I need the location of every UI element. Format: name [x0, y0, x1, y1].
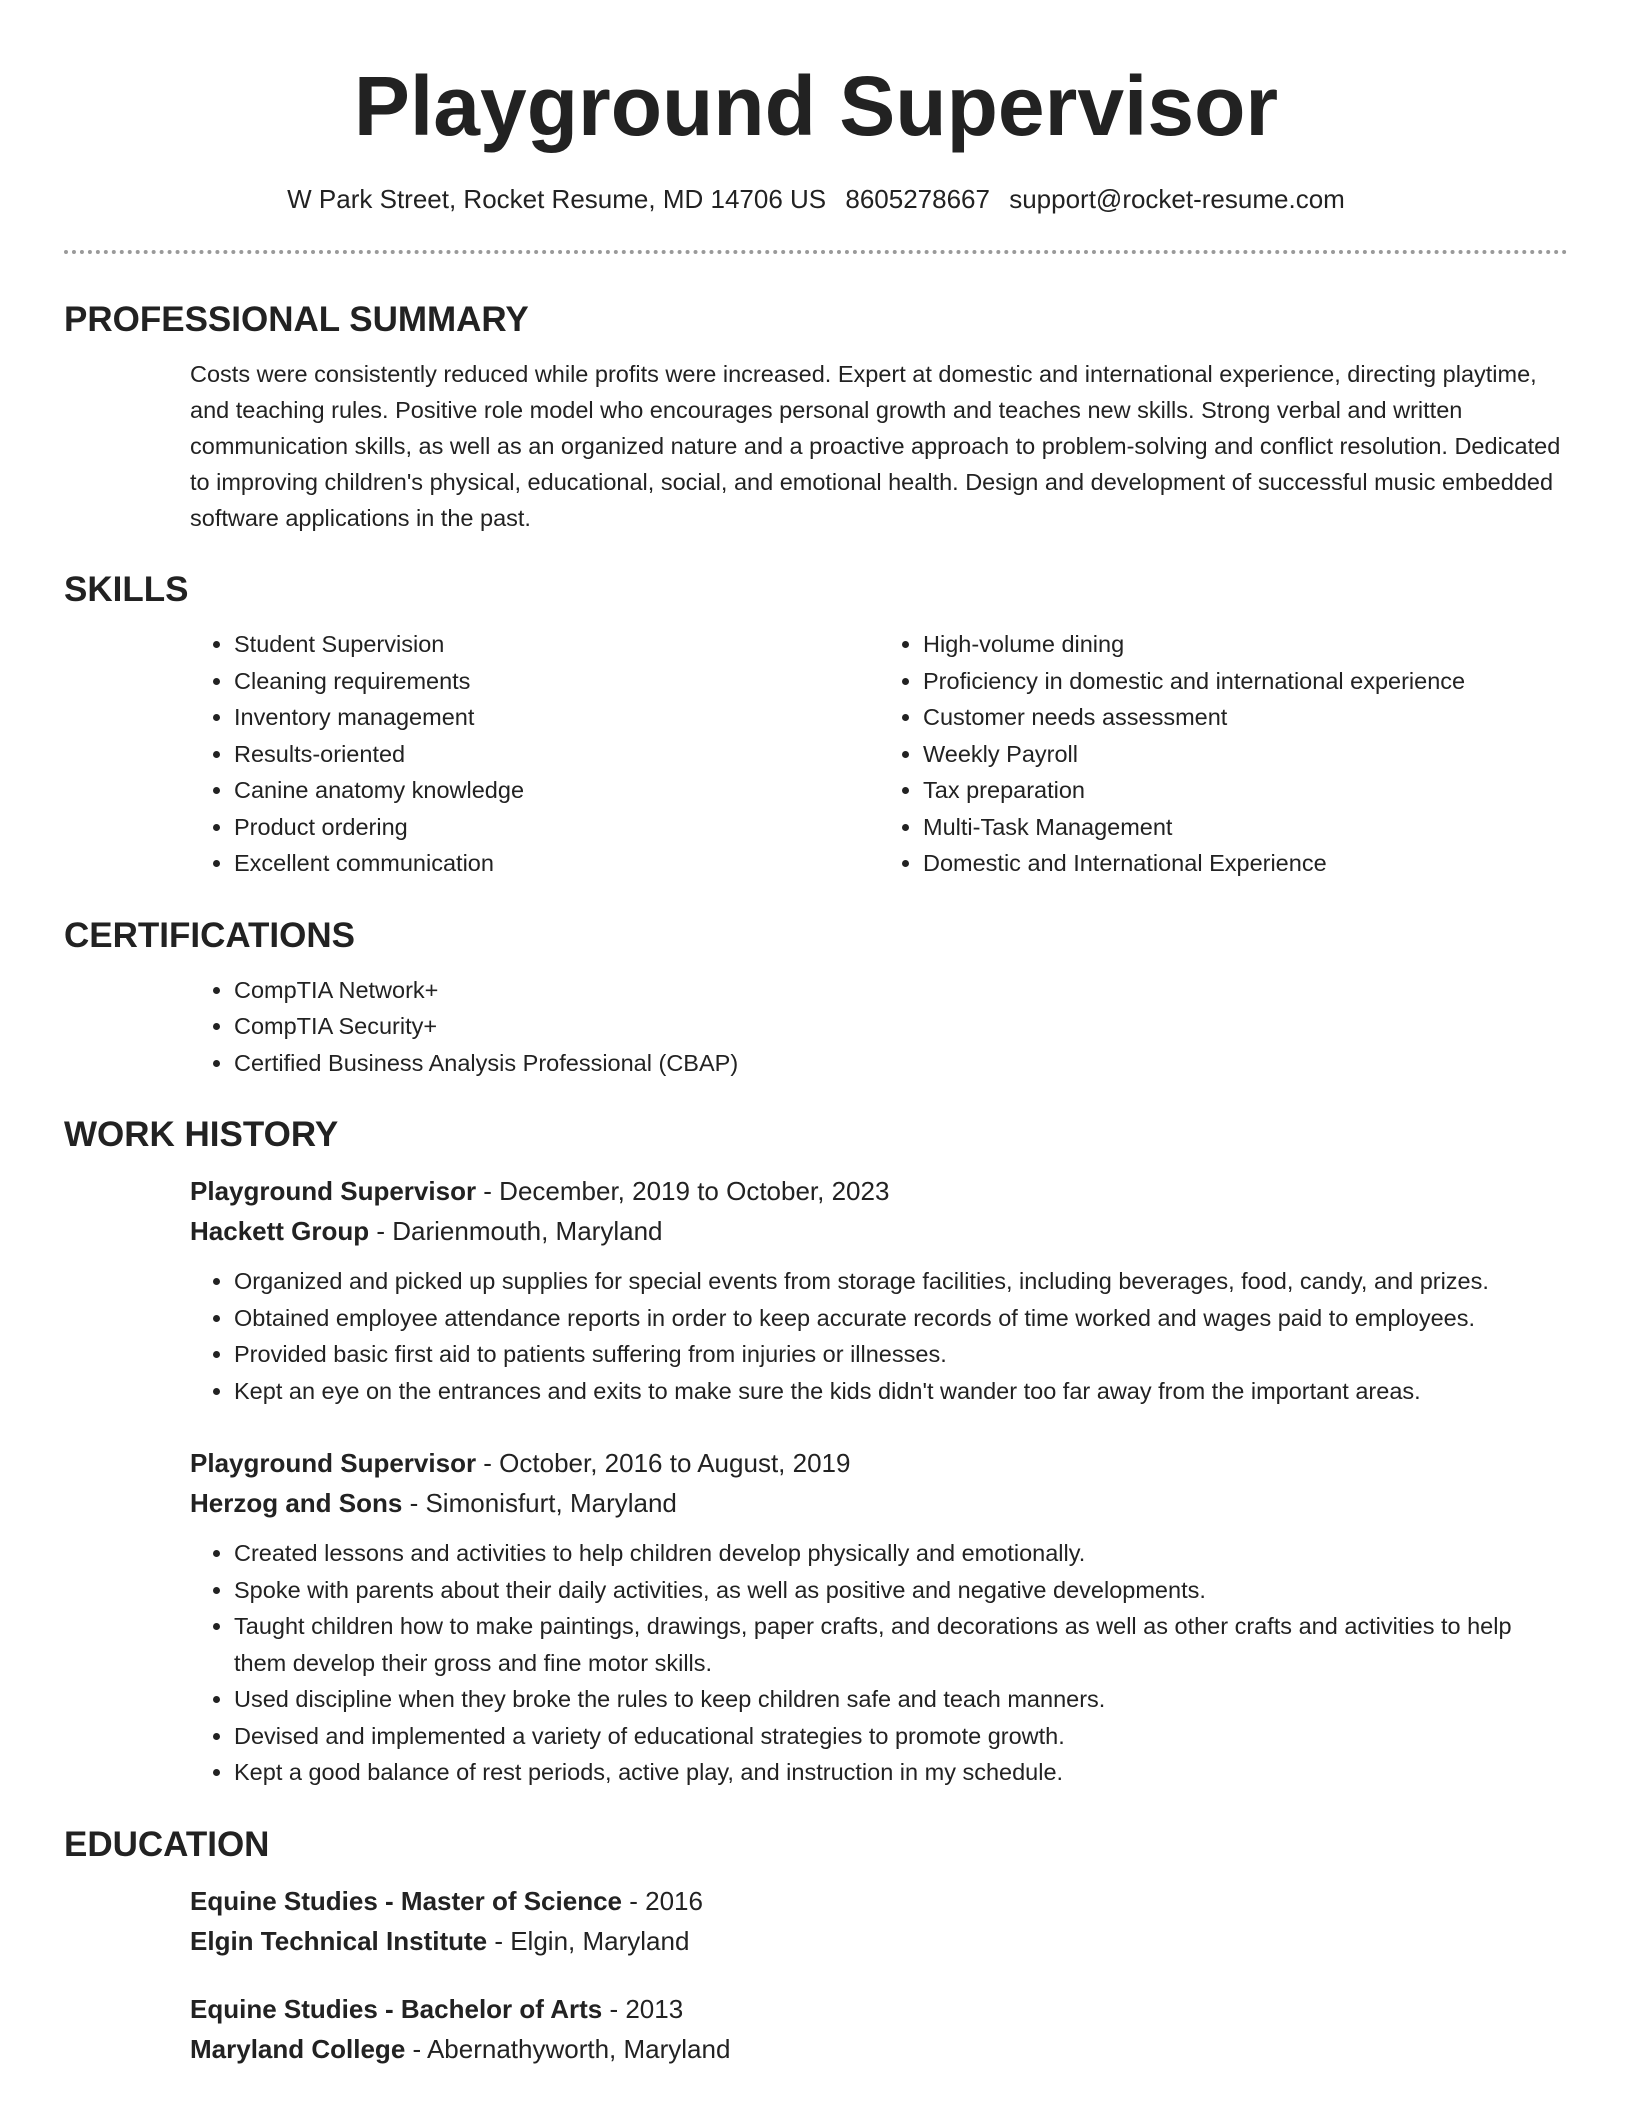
job-duties-list: [190, 1263, 1568, 1409]
job-company: Hackett Group: [190, 1216, 370, 1246]
contact-phone: 8605278667: [845, 184, 990, 214]
education-school-line: [190, 2029, 1568, 2069]
education-year: - 2013: [602, 1993, 684, 2024]
education-school: Maryland College: [190, 2033, 406, 2064]
skill-item: • Cleaning requirements: [234, 663, 879, 700]
skill-item: • Inventory management: [234, 699, 879, 736]
job-dates: - December, 2019 to October, 2023: [476, 1176, 890, 1206]
education-section: [64, 1823, 1568, 2069]
candidate-name: Playground Supervisor: [353, 59, 1279, 153]
job-company-line: [190, 1483, 1568, 1523]
skill-item: • Product ordering: [234, 809, 879, 846]
job-duty-item: • Provided basic first aid to patients suffering from injuries or illnesses.: [234, 1336, 1568, 1373]
job-duty-item: • Organized and picked up supplies for special events from storage facilities, including beverages, food, candy, and prizes.: [234, 1263, 1568, 1300]
skill-item: • High-volume dining: [923, 626, 1568, 663]
job-duty-item: • Spoke with parents about their daily activities, as well as positive and negative developments.: [234, 1572, 1568, 1609]
education-degree: Equine Studies - Master of Science: [190, 1885, 622, 1916]
job-role-line: [190, 1443, 1568, 1483]
job-location: - Simonisfurt, Maryland: [402, 1488, 677, 1518]
skill-item: • Student Supervision: [234, 626, 879, 663]
education-title: EDUCATION: [64, 1824, 270, 1864]
education-degree-line: [190, 1881, 1568, 1921]
job-location: - Darienmouth, Maryland: [369, 1216, 663, 1246]
job-duty-item: • Obtained employee attendance reports in order to keep accurate records of time worked and wages paid to employees.: [234, 1300, 1568, 1337]
job-role-line: [190, 1171, 1568, 1211]
certifications-title: CERTIFICATIONS: [64, 915, 356, 955]
work-history-title: WORK HISTORY: [64, 1115, 339, 1154]
skills-list-left: [190, 626, 879, 882]
job-duty-item: • Kept an eye on the entrances and exits to make sure the kids didn't wander too far away from the important areas.: [234, 1373, 1568, 1410]
job-company-line: [190, 1211, 1568, 1251]
skills-section: [64, 568, 1568, 882]
skills-list-right: [879, 626, 1568, 882]
job-company: Herzog and Sons: [190, 1488, 403, 1518]
summary-title: PROFESSIONAL SUMMARY: [64, 300, 529, 339]
job-duty-item: • Devised and implemented a variety of educational strategies to promote growth.: [234, 1718, 1568, 1755]
education-location: - Elgin, Maryland: [487, 1925, 690, 1956]
education-school-line: [190, 1921, 1568, 1961]
skill-item: • Canine anatomy knowledge: [234, 772, 879, 809]
education-location: - Abernathyworth, Maryland: [405, 2033, 731, 2064]
certification-item: • Certified Business Analysis Professional (CBAP): [234, 1045, 1568, 1082]
skill-item: • Multi-Task Management: [923, 809, 1568, 846]
job-entry: [190, 1443, 1568, 1791]
education-year: - 2016: [622, 1885, 703, 1916]
education-degree: Equine Studies - Bachelor of Arts: [190, 1993, 603, 2024]
job-duty-item: • Created lessons and activities to help children develop physically and emotionally.: [234, 1535, 1568, 1572]
certification-item: • CompTIA Security+: [234, 1008, 1568, 1045]
job-duty-item: • Taught children how to make paintings, drawings, paper crafts, and decorations as well as other crafts and activities to help them develop their gross and fine motor skills.: [234, 1608, 1568, 1681]
summary-text: Costs were consistently reduced while profits were increased. Expert at domestic and international experience, directing playtime, and teaching rules. Positive role model who encourages personal growth and teaches new skills. Strong verbal and written communication skills, as well as an organized nature and a proactive approach to problem-solving and conflict resolution. Dedicated to improving children's physical, educational, social, and emotional health. Design and development of successful music embedded software applications in the past.: [190, 361, 1561, 531]
skill-item: • Customer needs assessment: [923, 699, 1568, 736]
education-entry: [190, 1989, 1568, 2069]
summary-section: [64, 298, 1568, 536]
resume-header: [0, 0, 1632, 216]
job-entry: [190, 1171, 1568, 1409]
education-degree-line: [190, 1989, 1568, 2029]
job-duties-list: [190, 1535, 1568, 1791]
work-history-section: [64, 1113, 1568, 1791]
skills-grid: [190, 612, 1568, 882]
skill-item: • Proficiency in domestic and international experience: [923, 663, 1568, 700]
contact-email: support@rocket-resume.com: [1009, 184, 1345, 214]
job-dates: - October, 2016 to August, 2019: [476, 1448, 851, 1478]
certifications-section: [64, 914, 1568, 1082]
skill-item: • Results-oriented: [234, 736, 879, 773]
skill-item: • Excellent communication: [234, 845, 879, 882]
certifications-list: [190, 972, 1568, 1082]
job-role: Playground Supervisor: [190, 1448, 477, 1478]
header-divider: [64, 250, 1568, 254]
job-role: Playground Supervisor: [190, 1176, 477, 1206]
skill-item: • Tax preparation: [923, 772, 1568, 809]
certification-item: • CompTIA Network+: [234, 972, 1568, 1009]
education-school: Elgin Technical Institute: [190, 1925, 488, 1956]
skill-item: • Domestic and International Experience: [923, 845, 1568, 882]
job-duty-item: • Used discipline when they broke the rules to keep children safe and teach manners.: [234, 1681, 1568, 1718]
contact-line: [0, 182, 1632, 216]
contact-address: W Park Street, Rocket Resume, MD 14706 US: [287, 184, 827, 214]
job-duty-item: • Kept a good balance of rest periods, active play, and instruction in my schedule.: [234, 1754, 1568, 1791]
education-entry: [190, 1881, 1568, 1961]
skill-item: • Weekly Payroll: [923, 736, 1568, 773]
skills-title: SKILLS: [64, 570, 189, 609]
